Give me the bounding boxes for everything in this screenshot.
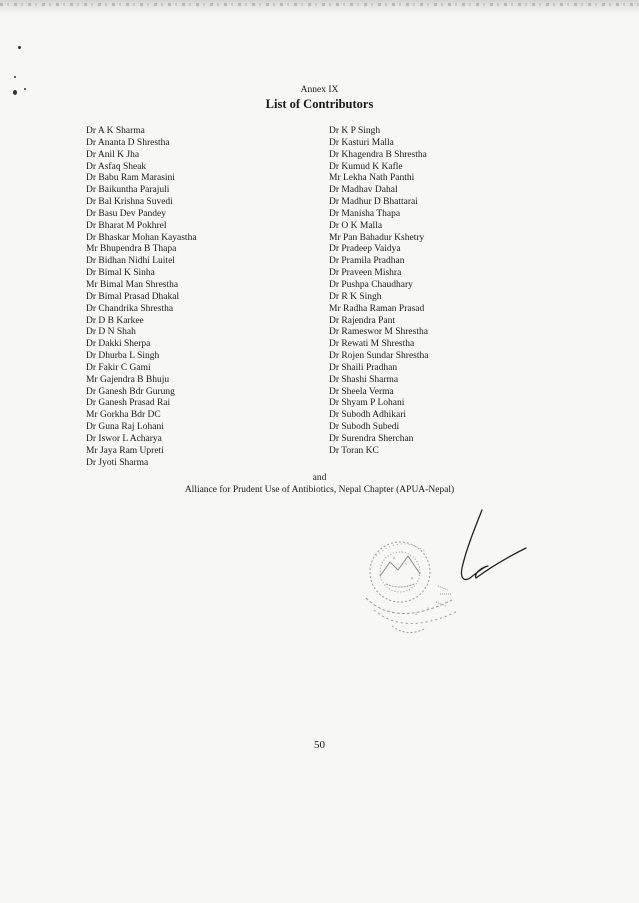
contributor-name: Dr Guna Raj Lohani xyxy=(86,422,164,433)
contributor-name: Dr Dakki Sherpa xyxy=(86,339,151,350)
contributor-name: Dr Ananta D Shrestha xyxy=(86,137,170,148)
contributor-name: Mr Lekha Nath Panthi xyxy=(329,173,415,184)
contributor-name: Dr Jyoti Sharma xyxy=(86,457,149,468)
page-number: 50 xyxy=(314,739,325,751)
contributor-name: Dr Bidhan Nidhi Luitel xyxy=(86,256,175,267)
contributor-name: Dr Shashi Sharma xyxy=(329,374,399,385)
contributor-name: Dr Manisha Thapa xyxy=(329,208,401,219)
contributor-name: Dr Bharat M Pokhrel xyxy=(86,220,167,231)
contributor-name: Dr D B Karkee xyxy=(86,315,144,326)
contributor-name: Dr O K Malla xyxy=(329,220,383,231)
scan-speck xyxy=(18,46,21,49)
contributor-name: Dr A K Sharma xyxy=(86,126,145,136)
contributors-left-column xyxy=(86,126,197,469)
contributor-name: Dr Fakir C Gami xyxy=(86,362,151,373)
contributor-name: Dr Dhurba L Singh xyxy=(86,351,160,362)
organization-name: Alliance for Prudent Use of Antibiotics, Nepal Chapter (APUA-Nepal) xyxy=(184,485,455,495)
contributor-name: Mr Radha Raman Prasad xyxy=(329,303,425,314)
contributor-name: Dr Rameswor M Shrestha xyxy=(329,327,428,338)
contributor-name: Dr Praveen Mishra xyxy=(329,268,402,279)
contributor-name: Dr Rojen Sundar Shrestha xyxy=(329,351,429,362)
contributor-name: Dr Rajendra Pant xyxy=(329,315,395,326)
contributor-name: Dr Madhav Dahal xyxy=(329,185,398,196)
conjunction-text: and xyxy=(312,473,327,483)
contributor-name: Dr Asfaq Sheak xyxy=(86,161,147,172)
contributor-name: Dr Ganesh Prasad Rai xyxy=(86,398,171,409)
contributor-name: Dr Iswor L Acharya xyxy=(86,433,162,444)
contributor-name: Dr Pradeep Vaidya xyxy=(329,244,401,255)
annex-label: Annex IX xyxy=(300,85,339,95)
contributor-name: Mr Gajendra B Bhuju xyxy=(86,374,170,385)
contributor-name: Dr Subodh Adhikari xyxy=(329,410,407,421)
contributor-name: Dr Bimal Prasad Dhakal xyxy=(86,291,180,302)
contributor-name: Dr Basu Dev Pandey xyxy=(86,208,166,219)
contributor-name: Dr Ganesh Bdr Gurung xyxy=(86,386,175,397)
contributor-name: Dr K P Singh xyxy=(329,126,381,136)
contributor-name: Mr Bhupendra B Thapa xyxy=(86,244,177,255)
contributor-name: Dr Madhur D Bhattarai xyxy=(329,197,418,208)
contributor-name: Dr Pramila Pradhan xyxy=(329,256,405,267)
contributor-name: Dr Rewati M Shrestha xyxy=(329,339,415,350)
contributor-name: Dr Bal Krishna Suvedi xyxy=(86,197,173,208)
contributor-name: Mr Gorkha Bdr DC xyxy=(86,410,161,421)
contributor-name: Dr Bhaskar Mohan Kayastha xyxy=(86,232,197,243)
contributor-name: Dr Surendra Sherchan xyxy=(329,433,414,444)
contributor-name: Dr Bimal K Sinha xyxy=(86,268,155,279)
contributor-name: Dr Sheela Verma xyxy=(329,386,394,397)
contributor-name: Dr Shaili Pradhan xyxy=(329,362,398,373)
contributor-name: Dr Kasturi Malla xyxy=(329,137,394,148)
contributor-name: Dr Shyam P Lohani xyxy=(329,398,405,409)
contributor-name: Dr D N Shah xyxy=(86,327,136,338)
contributor-name: Mr Bimal Man Shrestha xyxy=(86,279,179,290)
contributor-name: Mr Jaya Ram Upreti xyxy=(86,445,164,456)
contributor-name: Dr Subodh Subedi xyxy=(329,422,400,433)
scan-speck xyxy=(14,76,16,78)
page-title: List of Contributors xyxy=(265,97,374,111)
contributor-name: Dr Toran KC xyxy=(329,445,379,456)
contributor-name: Dr Chandrika Shrestha xyxy=(86,303,174,314)
signature-icon xyxy=(440,508,530,588)
contributor-name: Dr Khagendra B Shrestha xyxy=(329,149,427,160)
contributor-name: Mr Pan Bahadur Kshetry xyxy=(329,232,425,243)
contributor-name: Dr Anil K Jha xyxy=(86,149,140,160)
contributor-name: Dr Babu Ram Marasini xyxy=(86,173,175,184)
contributor-name: Dr Pushpa Chaudhary xyxy=(329,279,413,290)
contributors-right-column xyxy=(329,126,428,458)
contributor-name: Dr Kumud K Kafle xyxy=(329,161,403,172)
contributor-name: Dr R K Singh xyxy=(329,291,382,302)
contributor-name: Dr Baikuntha Parajuli xyxy=(86,185,170,196)
scan-artifact-top xyxy=(0,0,639,14)
